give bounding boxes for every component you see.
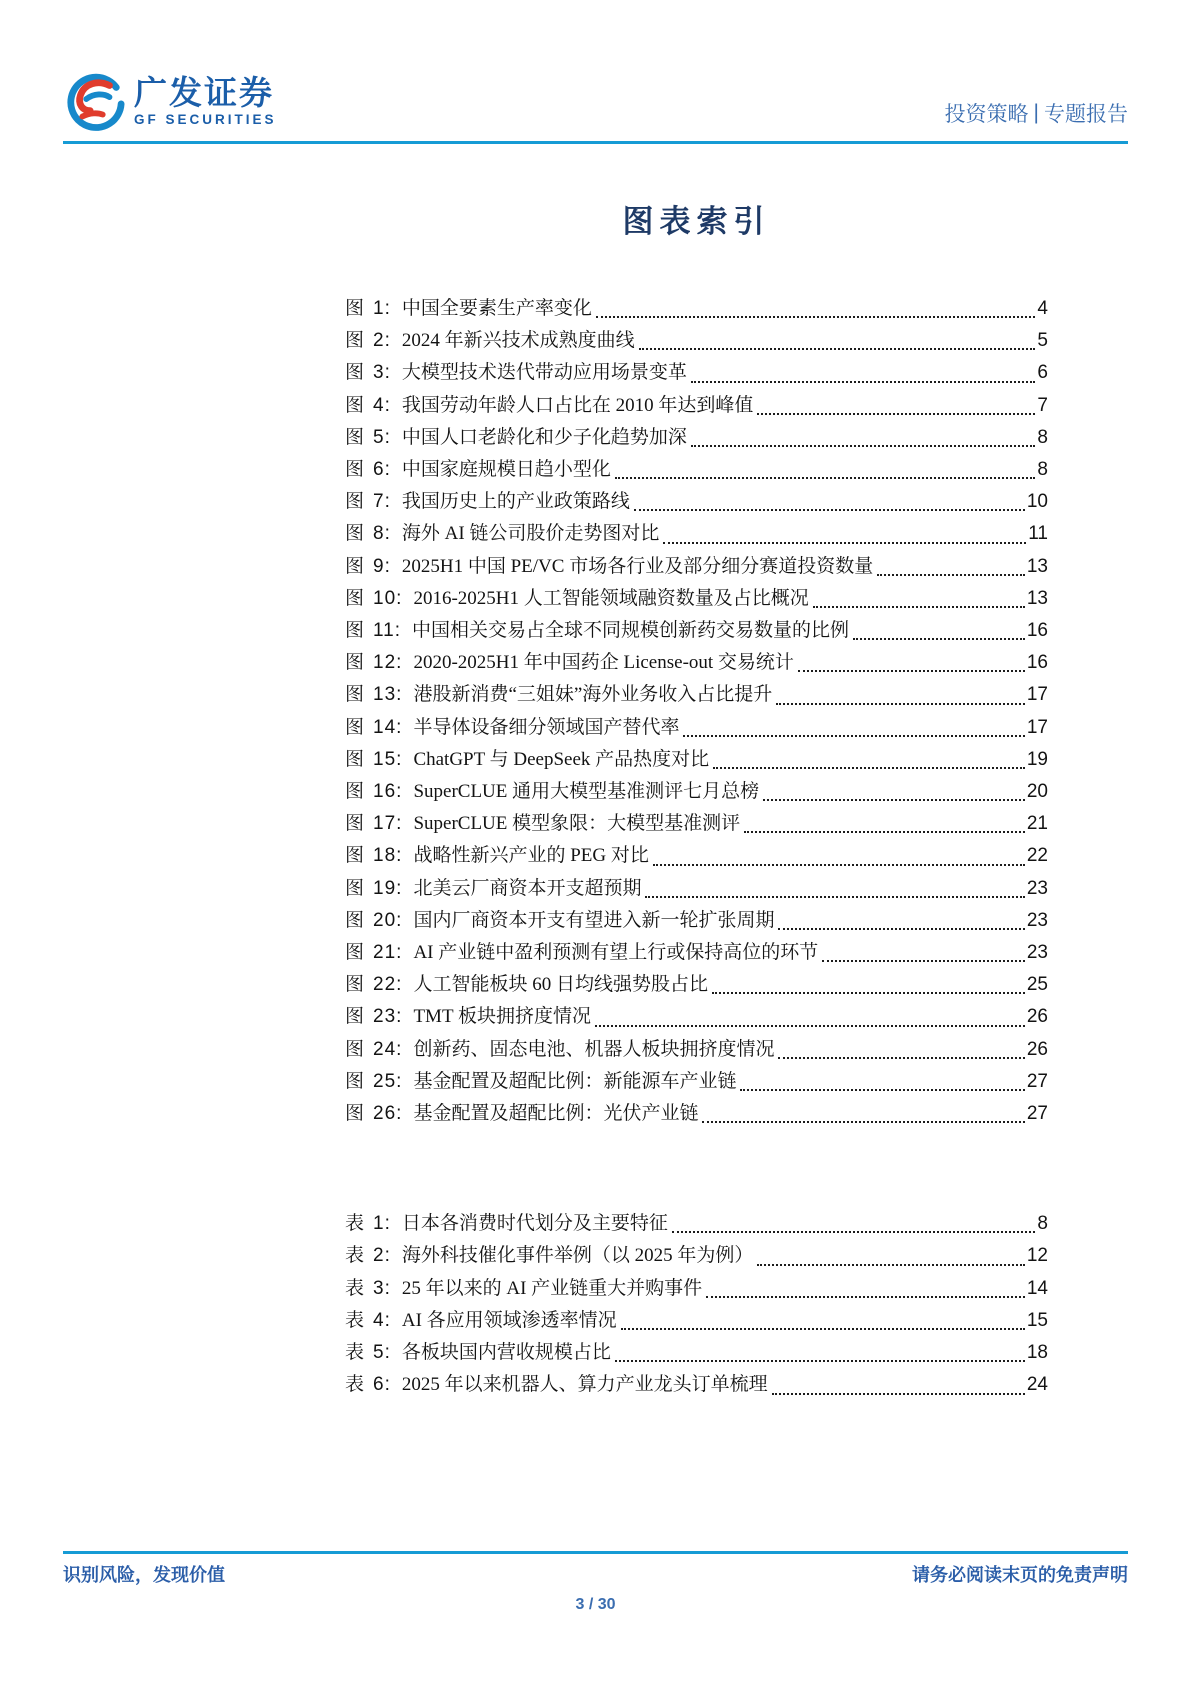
entry-prefix: 图 (345, 813, 365, 835)
figure-toc-entry[interactable] (345, 325, 1048, 357)
entry-prefix: 图 (345, 1070, 365, 1092)
entry-prefix: 图 (345, 781, 365, 803)
dot-leader (702, 1121, 1024, 1123)
dot-leader (639, 348, 1036, 350)
entry-number: 13: (373, 684, 403, 706)
figure-toc-entry[interactable] (345, 679, 1048, 711)
page-header (63, 70, 1128, 144)
entry-number: 18: (373, 845, 403, 867)
report-category-label (945, 98, 1128, 132)
entry-number: 9: (373, 555, 391, 577)
entry-number: 26: (373, 1103, 403, 1125)
dot-leader (813, 606, 1025, 608)
dot-leader (853, 638, 1025, 640)
entry-prefix: 表 (345, 1342, 365, 1364)
entry-number: 22: (373, 974, 403, 996)
entry-prefix: 表 (345, 1374, 365, 1396)
entry-page-number: 8 (1037, 1213, 1048, 1235)
gf-securities-logo (63, 70, 277, 132)
entry-title: TMT 板块拥挤度情况 (413, 1006, 591, 1028)
figure-toc-entry[interactable] (345, 873, 1048, 905)
page-footer (63, 1551, 1128, 1614)
entry-page-number: 4 (1037, 298, 1048, 319)
entry-title: AI 各应用领域渗透率情况 (401, 1309, 617, 1331)
entry-page-number: 23 (1026, 909, 1048, 931)
entry-prefix: 图 (345, 362, 365, 384)
report-type-text: 专题报告 (1044, 103, 1128, 126)
entry-page-number: 15 (1026, 1309, 1048, 1331)
page-title: 图表索引 (622, 204, 771, 239)
entry-page-number: 25 (1026, 974, 1048, 996)
entry-page-number: 23 (1026, 877, 1048, 899)
entry-prefix: 图 (345, 555, 365, 577)
figure-toc-entry[interactable] (345, 615, 1048, 647)
entry-number: 2: (373, 330, 391, 352)
entry-page-number: 13 (1026, 555, 1048, 577)
entry-number: 14: (373, 716, 403, 738)
entry-title: 中国相关交易占全球不同规模创新药交易数量的比例 (412, 620, 850, 642)
table-toc-entry[interactable] (345, 1369, 1048, 1401)
entry-page-number: 10 (1026, 491, 1048, 513)
dot-leader (778, 1057, 1024, 1059)
entry-page-number: 18 (1026, 1342, 1048, 1364)
entry-prefix: 表 (345, 1309, 365, 1331)
entry-title: 中国人口老龄化和少子化趋势加深 (401, 426, 687, 448)
entry-number: 10: (373, 587, 403, 609)
entry-title: 2016-2025H1 人工智能领域融资数量及占比概况 (413, 587, 809, 609)
entry-page-number: 19 (1026, 748, 1048, 770)
dot-leader (621, 1328, 1025, 1330)
entry-number: 11: (373, 620, 402, 642)
entry-title: 半导体设备细分领域国产替代率 (413, 716, 680, 738)
entry-page-number: 27 (1026, 1070, 1048, 1092)
entry-number: 12: (373, 652, 403, 674)
entry-title: AI 产业链中盈利预测有望上行或保持高位的环节 (413, 942, 819, 964)
entry-number: 19: (373, 877, 403, 899)
entry-number: 21: (373, 942, 403, 964)
entry-prefix: 图 (345, 877, 365, 899)
entry-title: 25 年以来的 AI 产业链重大并购事件 (401, 1277, 703, 1299)
dot-leader (615, 477, 1036, 479)
dot-leader (713, 767, 1025, 769)
figure-toc-entry[interactable] (345, 1001, 1048, 1033)
entry-number: 25: (373, 1070, 403, 1092)
entry-number: 5: (373, 1342, 391, 1364)
entry-number: 8: (373, 523, 391, 545)
entry-page-number: 23 (1026, 942, 1048, 964)
figure-toc-entry[interactable] (345, 486, 1048, 518)
entry-prefix: 图 (345, 491, 365, 513)
entry-number: 20: (373, 909, 403, 931)
figure-toc-entry[interactable] (345, 422, 1048, 454)
dot-leader (740, 1089, 1024, 1091)
dot-leader (691, 445, 1036, 447)
entry-page-number: 16 (1026, 652, 1048, 674)
entry-title: 北美云厂商资本开支超预期 (413, 877, 642, 899)
category-divider: | (1033, 101, 1039, 124)
entry-page-number: 17 (1026, 684, 1048, 706)
figure-toc-entry[interactable] (345, 293, 1048, 325)
figure-toc-entry[interactable] (345, 776, 1048, 808)
table-toc-entry[interactable] (345, 1208, 1048, 1240)
figure-toc-entry[interactable] (345, 583, 1048, 615)
dot-leader (653, 864, 1025, 866)
entry-title: 海外 AI 链公司股价走势图对比 (401, 523, 660, 545)
entry-title: 各板块国内营收规模占比 (401, 1342, 611, 1364)
entry-prefix: 表 (345, 1277, 365, 1299)
chart-index-section (345, 196, 1048, 1402)
entry-title: SuperCLUE 通用大模型基准测评七月总榜 (413, 781, 760, 803)
figures-toc-list (345, 293, 1048, 1130)
entry-prefix: 图 (345, 845, 365, 867)
figure-toc-entry[interactable] (345, 390, 1048, 422)
dot-leader (778, 928, 1024, 930)
entry-title: 海外科技催化事件举例（以 2025 年为例） (401, 1245, 754, 1267)
entry-number: 7: (373, 491, 391, 513)
table-toc-entry[interactable] (345, 1273, 1048, 1305)
entry-title: 基金配置及超配比例：光伏产业链 (413, 1103, 699, 1125)
logo-text (134, 73, 277, 127)
figure-toc-entry[interactable] (345, 551, 1048, 583)
entry-prefix: 图 (345, 426, 365, 448)
entry-number: 17: (373, 813, 403, 835)
entry-title: 人工智能板块 60 日均线强势股占比 (413, 974, 708, 996)
dot-leader (822, 960, 1025, 962)
entry-title: 中国家庭规模日趋小型化 (401, 459, 611, 481)
dot-leader (634, 509, 1025, 511)
entry-page-number: 8 (1037, 459, 1048, 481)
entry-number: 6: (373, 459, 391, 481)
figure-toc-entry[interactable] (345, 1098, 1048, 1130)
dot-leader (757, 1264, 1024, 1266)
dot-leader (706, 1296, 1025, 1298)
entry-title: 我国历史上的产业政策路线 (401, 491, 630, 513)
logo-company-name-cn: 广发证券 (134, 73, 274, 111)
entry-page-number: 6 (1037, 362, 1048, 384)
entry-prefix: 图 (345, 1103, 365, 1125)
dot-leader (877, 574, 1025, 576)
entry-prefix: 表 (345, 1213, 365, 1235)
footer-disclaimer-notice: 请务必阅读末页的免责声明 (912, 1565, 1128, 1585)
entry-prefix: 图 (345, 974, 365, 996)
entry-title: 创新药、固态电池、机器人板块拥挤度情况 (413, 1038, 775, 1060)
gf-securities-swirl-icon (63, 70, 125, 132)
figure-toc-entry[interactable] (345, 969, 1048, 1001)
entry-prefix: 图 (345, 716, 365, 738)
entry-prefix: 图 (345, 909, 365, 931)
dot-leader (596, 316, 1036, 318)
entry-number: 3: (373, 362, 391, 384)
dot-leader (712, 992, 1025, 994)
entry-number: 1: (373, 298, 391, 319)
dot-leader (663, 542, 1026, 544)
entry-prefix: 图 (345, 523, 365, 545)
dot-leader (672, 1231, 1036, 1233)
figure-toc-entry[interactable] (345, 454, 1048, 486)
logo-company-name-en: GF SECURITIES (134, 111, 277, 127)
entry-title: 2025 年以来机器人、算力产业龙头订单梳理 (401, 1374, 768, 1396)
entry-page-number: 13 (1026, 587, 1048, 609)
entry-page-number: 12 (1026, 1245, 1048, 1267)
page-number-indicator: 3 / 30 (575, 1596, 616, 1613)
entry-prefix: 图 (345, 652, 365, 674)
figure-toc-entry[interactable] (345, 937, 1048, 969)
dot-leader (683, 735, 1024, 737)
footer-slogan: 识别风险，发现价值 (63, 1565, 225, 1585)
entry-title: 2020-2025H1 年中国药企 License-out 交易统计 (413, 652, 794, 674)
table-toc-entry[interactable] (345, 1240, 1048, 1272)
entry-page-number: 8 (1037, 426, 1048, 448)
category-text: 投资策略 (944, 103, 1029, 126)
entry-number: 16: (373, 781, 403, 803)
entry-prefix: 图 (345, 1038, 365, 1060)
figure-toc-entry[interactable] (345, 712, 1048, 744)
figure-toc-entry[interactable] (345, 357, 1048, 389)
entry-prefix: 图 (345, 330, 365, 352)
section-gap (345, 1130, 1048, 1208)
dot-leader (763, 799, 1025, 801)
dot-leader (757, 413, 1035, 415)
entry-page-number: 22 (1026, 845, 1048, 867)
entry-number: 4: (373, 394, 391, 416)
figure-toc-entry[interactable] (345, 518, 1048, 550)
entry-page-number: 26 (1026, 1006, 1048, 1028)
entry-title: 大模型技术迭代带动应用场景变革 (401, 362, 687, 384)
figure-toc-entry[interactable] (345, 905, 1048, 937)
dot-leader (744, 831, 1025, 833)
entry-title: 国内厂商资本开支有望进入新一轮扩张周期 (413, 909, 775, 931)
figure-toc-entry[interactable] (345, 1066, 1048, 1098)
dot-leader (645, 896, 1024, 898)
table-toc-entry[interactable] (345, 1337, 1048, 1369)
entry-number: 4: (373, 1309, 391, 1331)
dot-leader (776, 703, 1025, 705)
entry-page-number: 11 (1028, 523, 1048, 545)
figure-toc-entry[interactable] (345, 647, 1048, 679)
dot-leader (798, 670, 1025, 672)
figure-toc-entry[interactable] (345, 808, 1048, 840)
dot-leader (691, 381, 1036, 383)
figure-toc-entry[interactable] (345, 1034, 1048, 1066)
entry-page-number: 7 (1037, 394, 1048, 416)
entry-number: 6: (373, 1374, 391, 1396)
entry-title: 2025H1 中国 PE/VC 市场各行业及部分细分赛道投资数量 (401, 555, 874, 577)
entry-prefix: 图 (345, 298, 365, 319)
entry-prefix: 图 (345, 684, 365, 706)
entry-prefix: 表 (345, 1245, 365, 1267)
entry-prefix: 图 (345, 748, 365, 770)
entry-page-number: 17 (1026, 716, 1048, 738)
entry-title: 2024 年新兴技术成熟度曲线 (401, 330, 635, 352)
entry-number: 3: (373, 1277, 391, 1299)
entry-page-number: 5 (1037, 330, 1048, 352)
entry-prefix: 图 (345, 620, 365, 642)
entry-page-number: 21 (1026, 813, 1048, 835)
entry-title: 中国全要素生产率变化 (401, 298, 592, 319)
entry-title: 港股新消费“三姐妹”海外业务收入占比提升 (413, 684, 773, 706)
entry-page-number: 26 (1026, 1038, 1048, 1060)
entry-page-number: 16 (1026, 620, 1048, 642)
entry-number: 15: (373, 748, 403, 770)
tables-toc-list (345, 1208, 1048, 1401)
figure-toc-entry[interactable] (345, 744, 1048, 776)
entry-prefix: 图 (345, 942, 365, 964)
entry-prefix: 图 (345, 394, 365, 416)
entry-title: 基金配置及超配比例：新能源车产业链 (413, 1070, 737, 1092)
entry-number: 5: (373, 426, 391, 448)
dot-leader (615, 1360, 1025, 1362)
entry-number: 1: (373, 1213, 391, 1235)
entry-number: 2: (373, 1245, 391, 1267)
entry-title: 日本各消费时代划分及主要特征 (401, 1213, 668, 1235)
entry-number: 24: (373, 1038, 403, 1060)
entry-page-number: 24 (1026, 1374, 1048, 1396)
entry-number: 23: (373, 1006, 403, 1028)
dot-leader (772, 1393, 1025, 1395)
entry-title: SuperCLUE 模型象限：大模型基准测评 (413, 813, 741, 835)
table-toc-entry[interactable] (345, 1305, 1048, 1337)
entry-prefix: 图 (345, 459, 365, 481)
entry-page-number: 27 (1026, 1103, 1048, 1125)
entry-title: 我国劳动年龄人口占比在 2010 年达到峰值 (401, 394, 754, 416)
entry-prefix: 图 (345, 587, 365, 609)
entry-title: 战略性新兴产业的 PEG 对比 (413, 845, 649, 867)
entry-page-number: 14 (1026, 1277, 1048, 1299)
entry-page-number: 20 (1026, 781, 1048, 803)
dot-leader (595, 1025, 1025, 1027)
figure-toc-entry[interactable] (345, 840, 1048, 872)
entry-title: ChatGPT 与 DeepSeek 产品热度对比 (413, 748, 710, 770)
entry-prefix: 图 (345, 1006, 365, 1028)
